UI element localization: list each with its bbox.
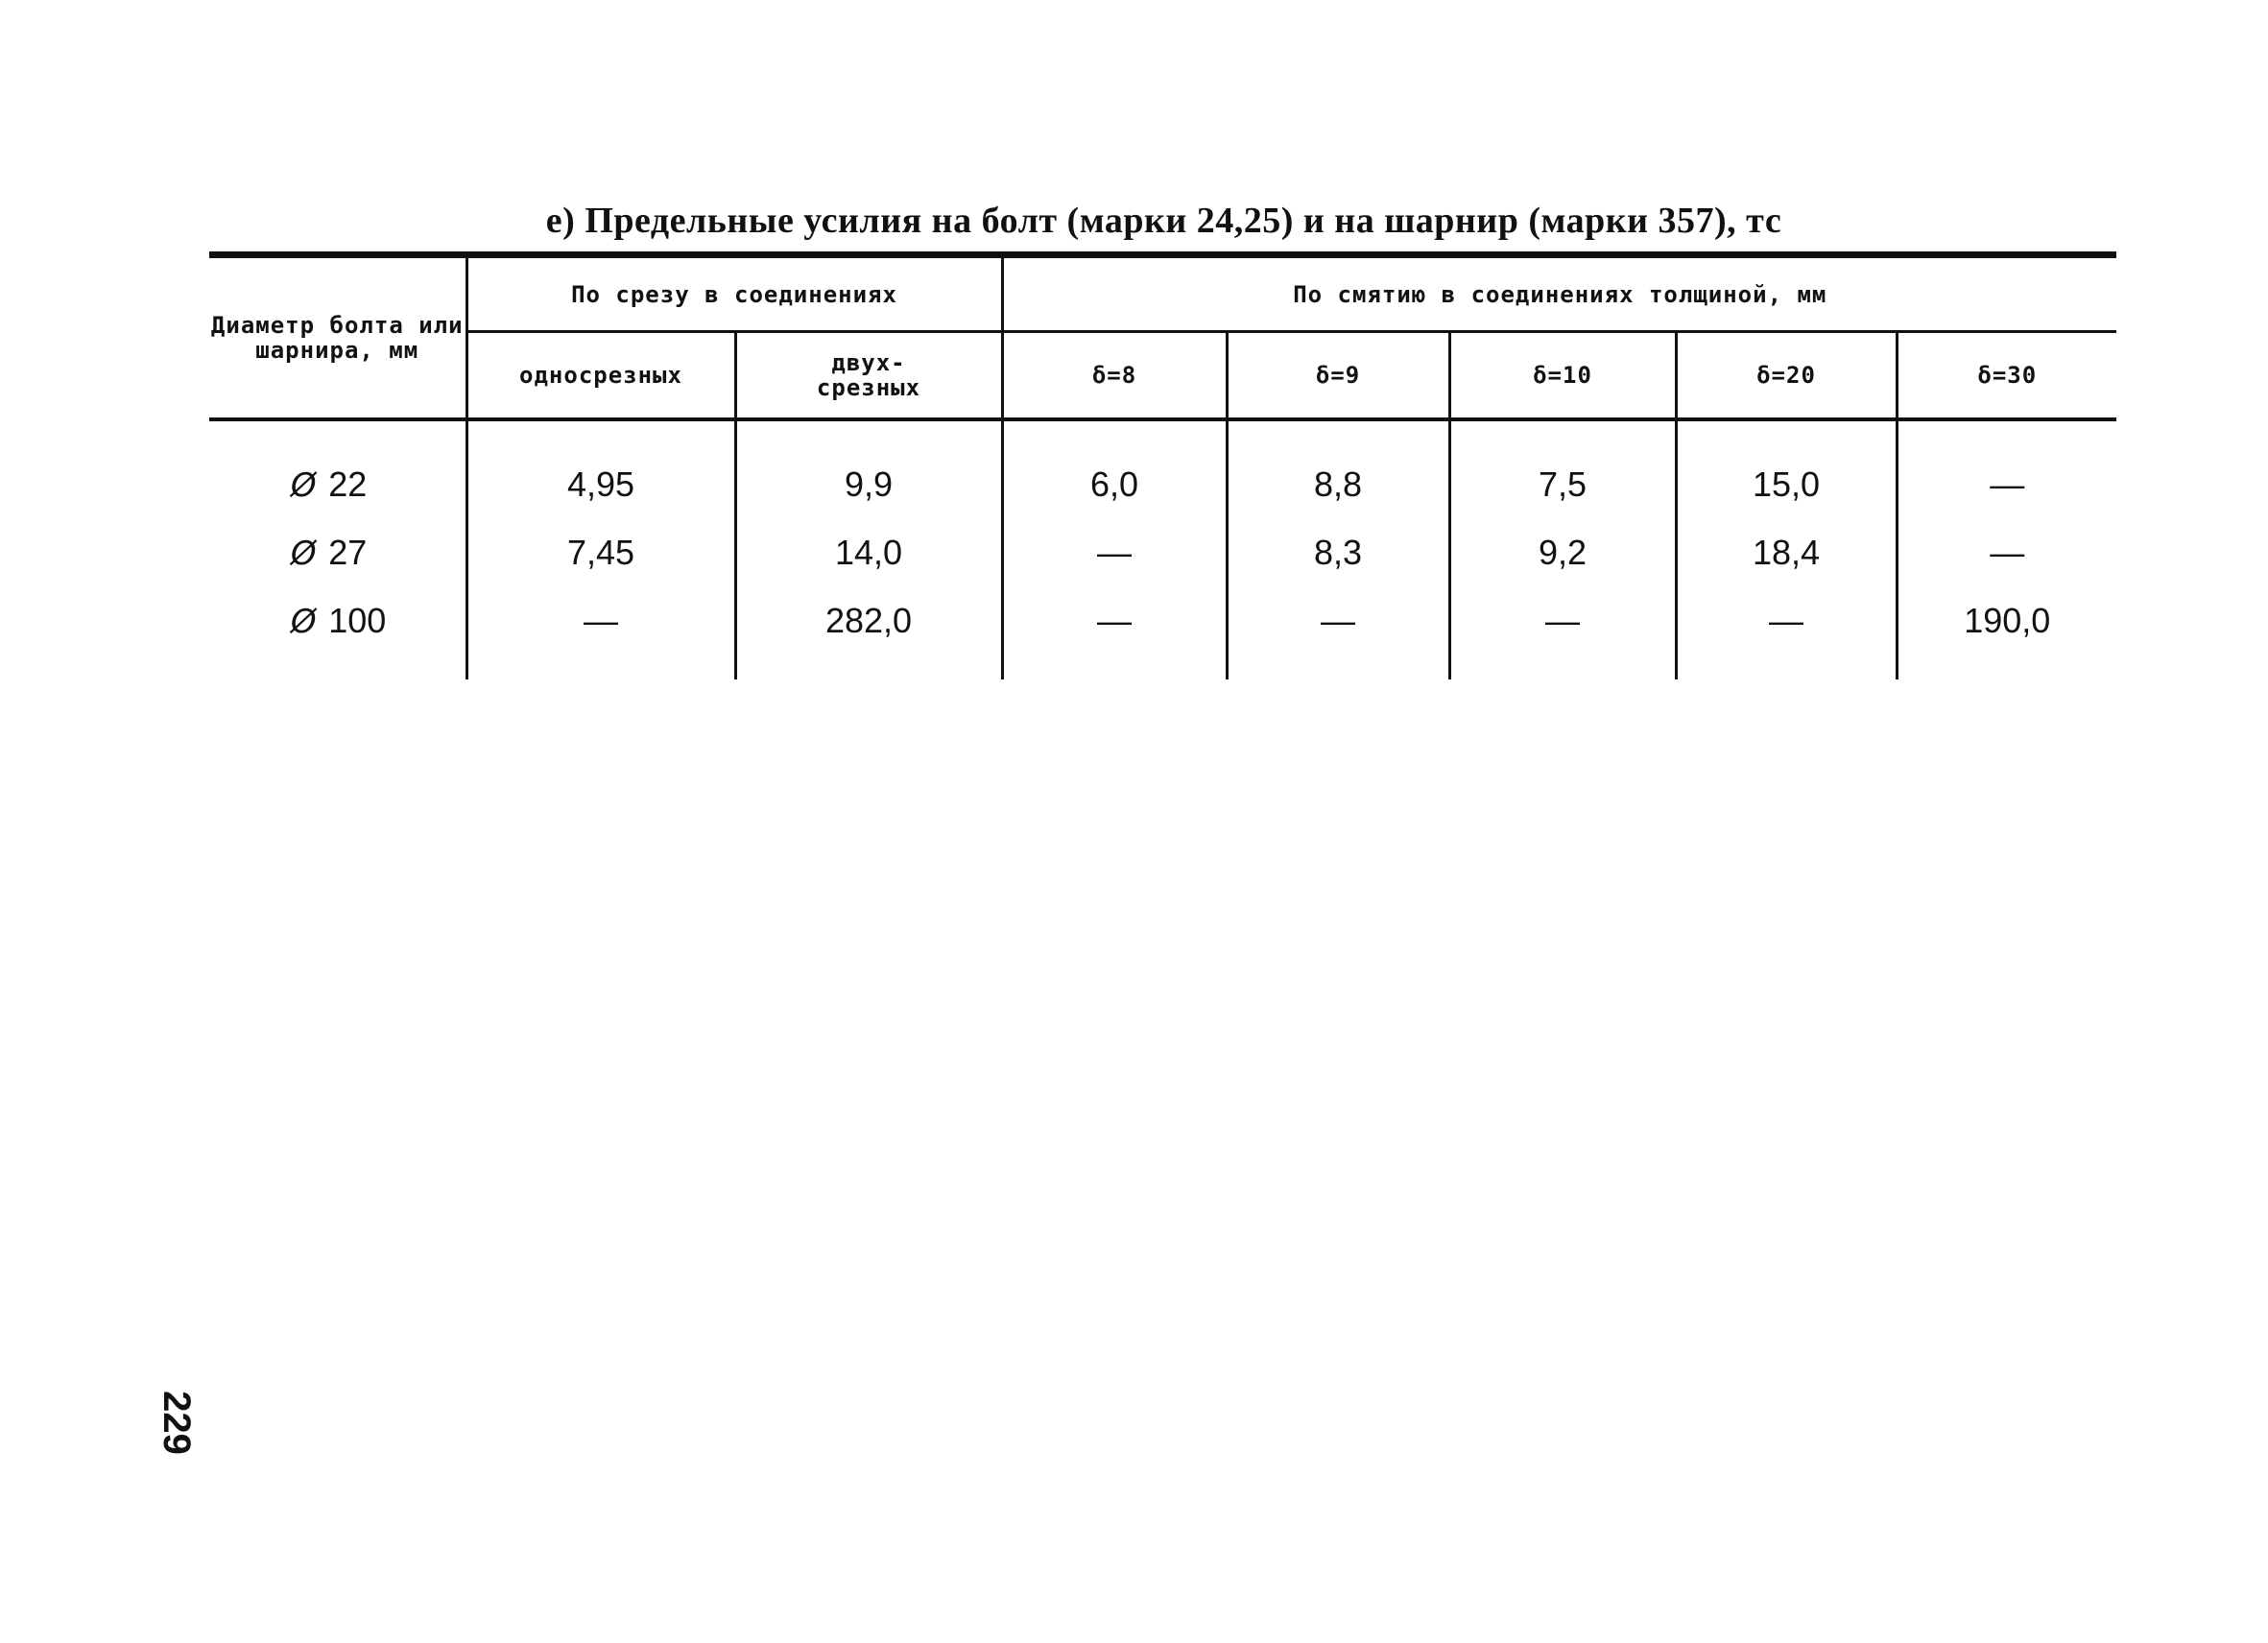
group-header-bearing: По смятию в соединениях толщиной, мм [1002, 255, 2116, 332]
table-cell: — [1449, 586, 1676, 679]
table-header [209, 255, 2116, 420]
table-cell: 15,0 [1676, 419, 1897, 518]
page-number: 229 [155, 1391, 198, 1455]
table-cell: 190,0 [1897, 586, 2116, 679]
diameter-symbol-icon: Ø [290, 465, 317, 505]
table-cell: 8,3 [1227, 518, 1449, 586]
subheader-delta-8: δ=8 [1002, 332, 1227, 420]
diameter-cell [209, 586, 466, 679]
table-cell: 282,0 [735, 586, 1002, 679]
limit-forces-table [209, 251, 2116, 679]
diameter-cell [209, 518, 466, 586]
table-cell: 6,0 [1002, 419, 1227, 518]
table-row [209, 518, 2116, 586]
table-cell: — [1002, 518, 1227, 586]
subheader-delta-30: δ=30 [1897, 332, 2116, 420]
table-body [209, 419, 2116, 679]
diameter-symbol-icon: Ø [290, 534, 317, 573]
diameter-cell [209, 419, 466, 518]
table-cell: 4,95 [466, 419, 735, 518]
table-cell: 14,0 [735, 518, 1002, 586]
table-cell: 18,4 [1676, 518, 1897, 586]
table-cell: — [1897, 518, 2116, 586]
diameter-value: 22 [328, 464, 368, 504]
row-header-diameter [209, 255, 466, 420]
table-cell: 8,8 [1227, 419, 1449, 518]
table-cell: 9,2 [1449, 518, 1676, 586]
table-cell: — [1002, 586, 1227, 679]
subheader-delta-20: δ=20 [1676, 332, 1897, 420]
table-row [209, 586, 2116, 679]
table-cell: — [1897, 419, 2116, 518]
row-header-text: Диаметр болта или шарнира, мм [210, 312, 464, 364]
diameter-value: 27 [328, 532, 368, 572]
subheader-delta-9: δ=9 [1227, 332, 1449, 420]
table-cell: 7,5 [1449, 419, 1676, 518]
table-cell: 9,9 [735, 419, 1002, 518]
table-cell: — [466, 586, 735, 679]
table-title: е) Предельные усилия на болт (марки 24,25) и на шарнир (марки 357), тс [545, 201, 1782, 241]
diameter-symbol-icon: Ø [290, 602, 317, 641]
table-cell: 7,45 [466, 518, 735, 586]
table-cell: — [1227, 586, 1449, 679]
group-header-shear: По срезу в соединениях [466, 255, 1002, 332]
subheader-double-shear: двух- срезных [735, 332, 1002, 420]
subheader-delta-10: δ=10 [1449, 332, 1676, 420]
table-row [209, 419, 2116, 518]
diameter-value: 100 [328, 600, 387, 640]
table-cell: — [1676, 586, 1897, 679]
subheader-single-shear: односрезных [466, 332, 735, 420]
